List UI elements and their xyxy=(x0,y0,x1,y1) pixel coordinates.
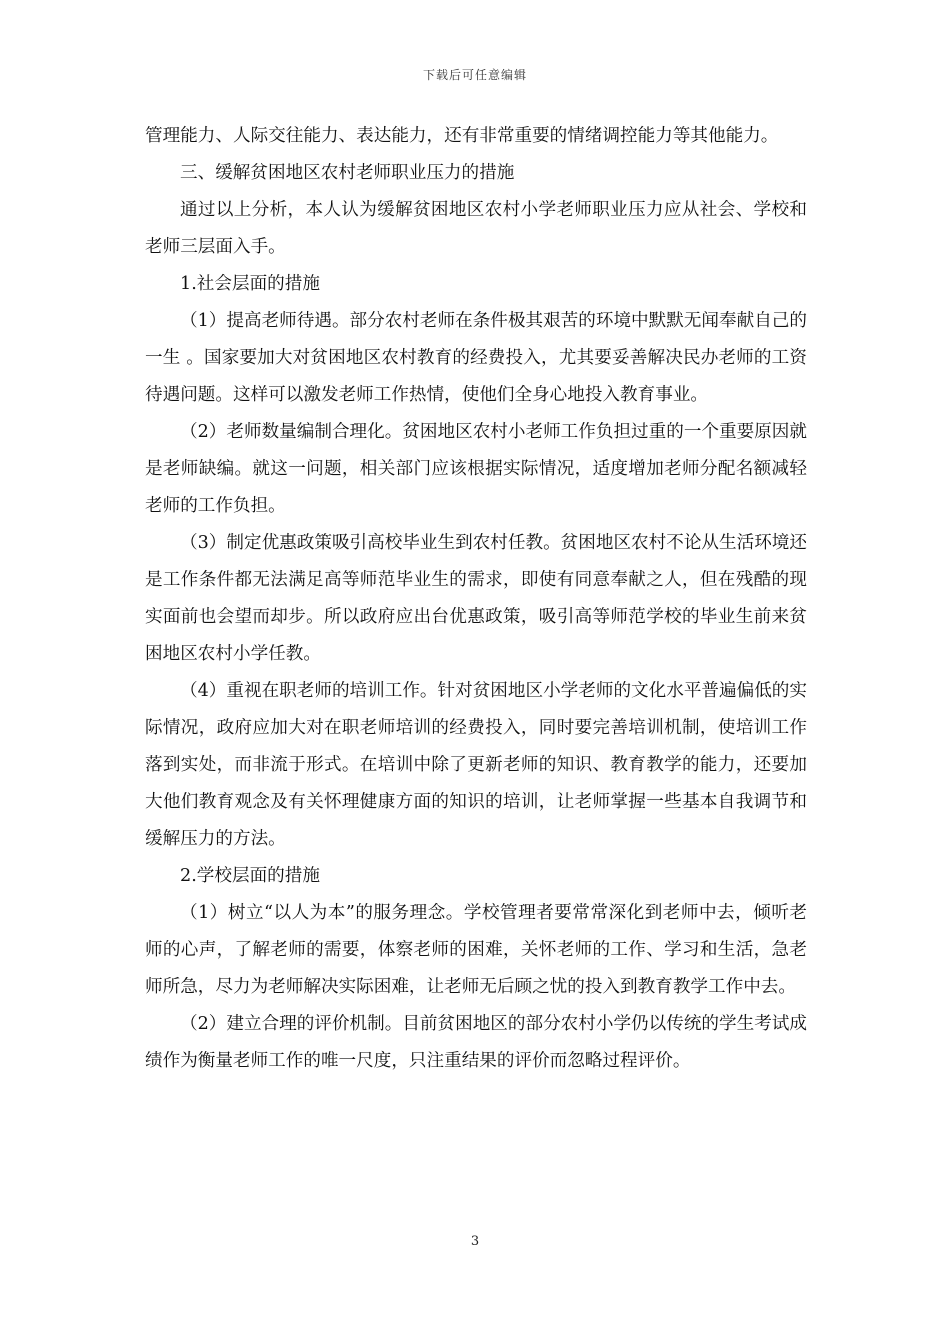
document-body xyxy=(145,118,807,1080)
paragraph: （2）老师数量编制合理化。贫困地区农村小老师工作负担过重的一个重要原因就是老师缺编。就这一问题，相关部门应该根据实际情况，适度增加老师分配名额减轻老师的工作负担。 xyxy=(145,422,807,516)
paragraph-continuation: 管理能力、人际交往能力、表达能力，还有非常重要的情绪调控能力等其他能力。 xyxy=(145,126,779,146)
subsection-heading: 2.学校层面的措施 xyxy=(180,866,320,886)
subsection-heading: 1.社会层面的措施 xyxy=(180,274,320,294)
paragraph: （2）建立合理的评价机制。目前贫困地区的部分农村小学仍以传统的学生考试成绩作为衡量老师工作的唯一尺度，只注重结果的评价而忽略过程评价。 xyxy=(145,1014,807,1071)
paragraph: （4）重视在职老师的培训工作。针对贫困地区小学老师的文化水平普遍偏低的实际情况，政府应加大对在职老师培训的经费投入，同时要完善培训机制，使培训工作落到实处，而非流于形式。在培训中除了更新老师的知识、教育教学的能力，还要加大他们教育观念及有关怀理健康方面的知识的培训，让老师掌握一些基本自我调节和缓解压力的方法。 xyxy=(145,681,807,849)
paragraph: （1）提高老师待遇。部分农村老师在条件极其艰苦的环境中默默无闻奉献自己的一生 。国家要加大对贫困地区农村教育的经费投入，尤其要妥善解决民办老师的工资待遇问题。这样可以激发老师工作热情，使他们全身心地投入教育事业。 xyxy=(145,311,807,405)
section-heading: 三、缓解贫困地区农村老师职业压力的措施 xyxy=(180,163,515,183)
page-header: 下载后可任意编辑 xyxy=(422,68,527,82)
paragraph: 通过以上分析，本人认为缓解贫困地区农村小学老师职业压力应从社会、学校和老师三层面入手。 xyxy=(145,200,807,257)
page-number: 3 xyxy=(470,1234,480,1249)
paragraph: （3）制定优惠政策吸引高校毕业生到农村任教。贫困地区农村不论从生活环境还是工作条件都无法满足高等师范毕业生的需求，即使有同意奉献之人，但在残酷的现实面前也会望而却步。所以政府应出台优惠政策，吸引高等师范学校的毕业生前来贫困地区农村小学任教。 xyxy=(145,533,807,664)
paragraph: （1）树立“以人为本”的服务理念。学校管理者要常常深化到老师中去，倾听老师的心声，了解老师的需要，体察老师的困难，关怀老师的工作、学习和生活，急老师所急，尽力为老师解决实际困难，让老师无后顾之忧的投入到教育教学工作中去。 xyxy=(145,903,807,997)
